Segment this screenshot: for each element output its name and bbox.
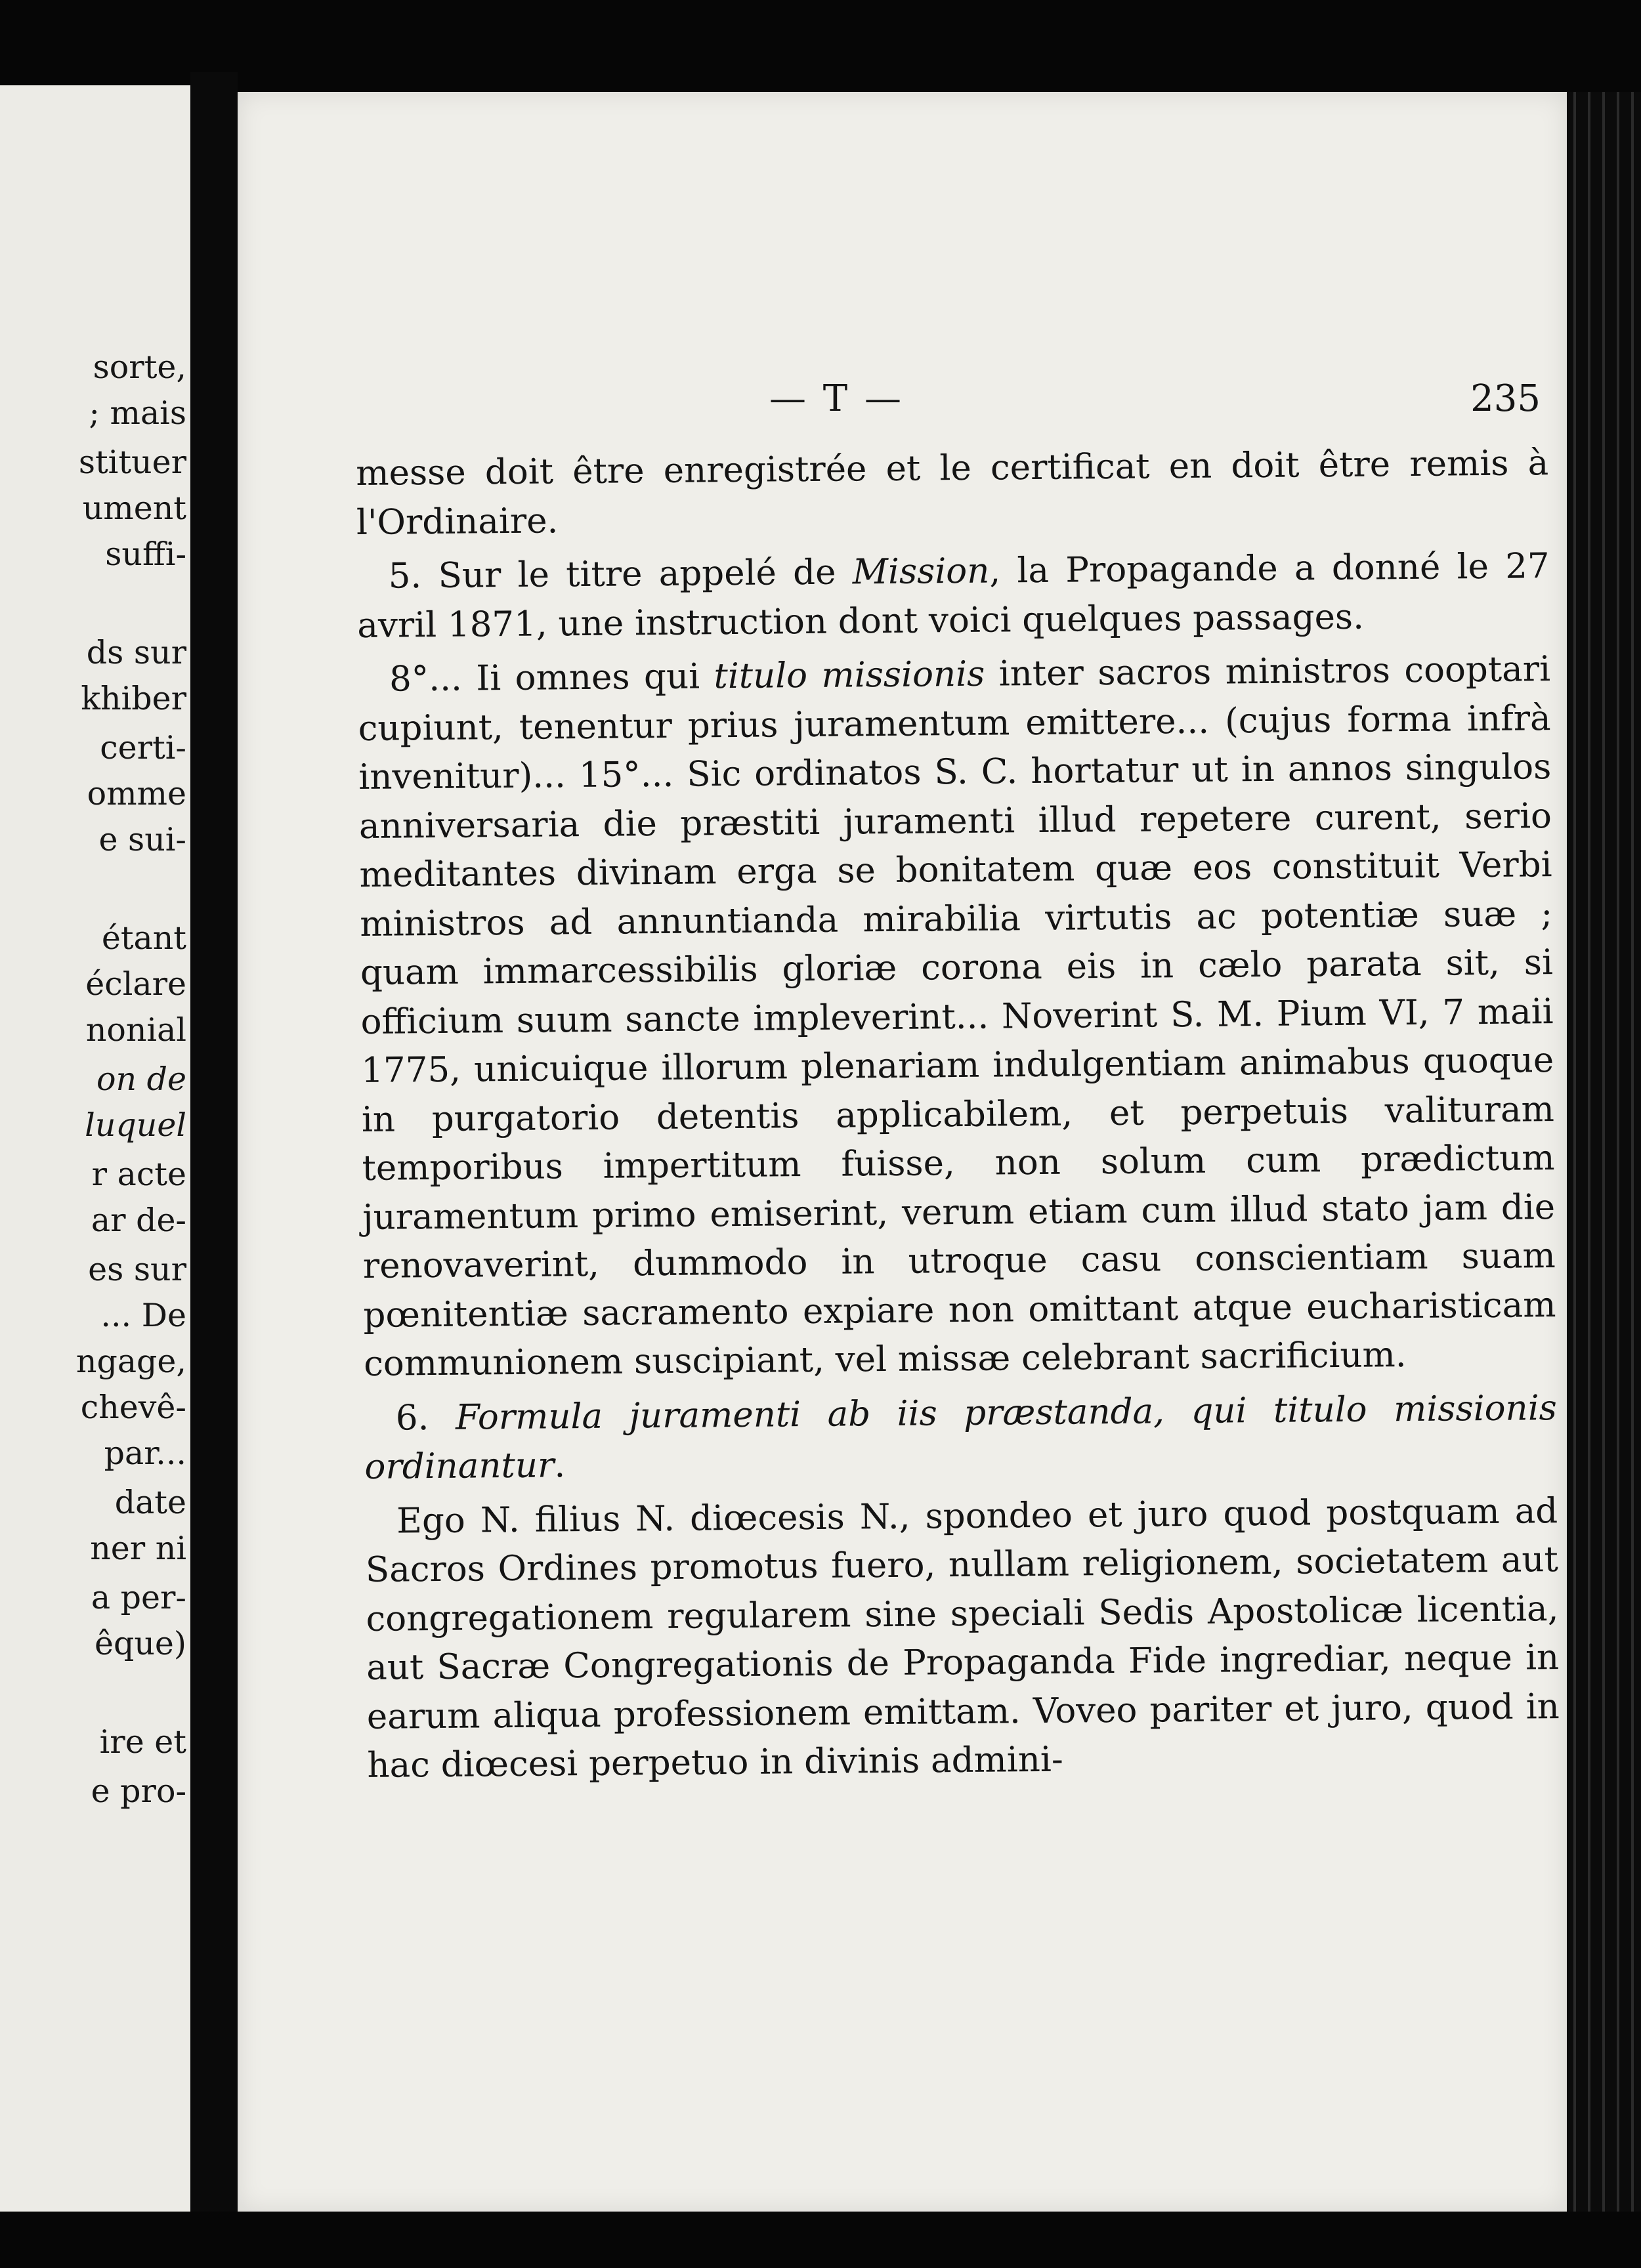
left-page-line: par... xyxy=(104,1435,186,1472)
paragraph-5: Ego N. filius N. diœcesis N., spondeo et juro quod postquam ad Sacros Ordines promotus fuero, nullam religionem, societatem aut congregationem regularem sine speciali Sedis Apostolicæ licentia, aut Sacræ Congregationis de Propaganda Fide ingrediar, neque in earum aliqua professionem emittam. Voveo pariter et juro, quod in hac diœcesi perpetuo in divinis admini- xyxy=(365,1490,1560,1786)
left-page-line: ner ni xyxy=(90,1530,186,1567)
paragraph-4-italic: Formula juramenti ab iis præstanda, qui titulo missionis ordinantur xyxy=(364,1387,1558,1487)
right-page xyxy=(238,92,1567,2212)
left-page-line: ngage, xyxy=(75,1343,186,1380)
paragraph-2-text-end: , la Propagande a donné le 27 avril 1871, une instruction dont voici quelques passages. xyxy=(357,546,1550,646)
left-page-line: a per- xyxy=(91,1579,186,1616)
left-page-line: éclare xyxy=(85,965,186,1003)
paragraph-4-end: . xyxy=(554,1445,566,1486)
paragraph-3-italic: titulo missionis xyxy=(714,654,985,697)
paragraph-2-text: 5. Sur le titre appelé de xyxy=(388,552,853,597)
page-header xyxy=(238,377,1567,423)
left-page-line: date xyxy=(114,1484,186,1521)
left-page-line: e sui- xyxy=(98,821,186,858)
left-page-line: chevê- xyxy=(80,1389,186,1426)
running-head: — T — xyxy=(769,377,904,420)
left-page-line: certi- xyxy=(100,729,186,766)
left-page-line: stituer xyxy=(78,444,186,481)
left-page-line: êque) xyxy=(94,1625,186,1662)
page-number: 235 xyxy=(1470,377,1541,420)
left-page-fragment xyxy=(0,85,190,2212)
page-body xyxy=(356,439,1560,1796)
paragraph-3-text: 8°... Ii omnes qui xyxy=(389,656,714,700)
left-page-line: ; mais xyxy=(89,394,186,432)
left-page-line: es sur xyxy=(88,1251,186,1288)
paragraph-1: messe doit être enregistrée et le certificat en doit être remis à l'Ordinaire. xyxy=(356,443,1549,543)
left-page-line: khiber xyxy=(81,680,186,717)
left-page-line: omme xyxy=(87,775,186,812)
paragraph-4-number: 6. xyxy=(395,1397,456,1438)
left-page-line: ar de- xyxy=(91,1202,186,1239)
page-edge-stack xyxy=(1567,92,1641,2212)
left-page-line: sorte, xyxy=(93,348,186,386)
paragraph-2-italic: Mission xyxy=(852,551,990,593)
left-page-line: étant xyxy=(101,919,186,957)
paragraph-2 xyxy=(356,542,1550,650)
left-page-line: e pro- xyxy=(91,1773,186,1810)
left-page-line: ds sur xyxy=(86,634,186,671)
left-page-line: ... De xyxy=(100,1297,186,1334)
paragraph-3-text-end: inter sacros ministros cooptari cupiunt, tenentur prius juramentum emittere... (cujus forma infrà invenitur)... 15°... Sic ordinatos S. C. hortatur ut in annos singulos anniversaria die præstiti juramenti illud repetere curent, serio meditantes divinam erga se bonitatem quæ eos constituit Verbi ministros ad annuntianda mirabilia virtutis ac potentiæ suæ ; quam immarcessibilis gloriæ corona eis in cælo parata sit, si officium suum sancte impleverint... Noverint S. M. Pium VI, 7 maii 1775, unicuique illorum plenariam indulgentiam animabus quoque in purgatorio detentis applicabilem, et perpetuis valituram temporibus impertitum fuisse, non solum cum prædictum juramentum primo emiserint, verum etiam cum illud stato jam die renovaverint, dummodo in utroque casu conscientiam suam pœnitentiæ sacramento expiare non omittant atque eucharisticam communionem suscipiant, vel missæ celebrant sacrificium. xyxy=(358,649,1556,1384)
left-page-line: r acte xyxy=(91,1156,186,1193)
left-page-line: on de xyxy=(96,1060,186,1098)
book-spine xyxy=(190,72,238,2212)
left-page-line: ire et xyxy=(99,1723,186,1761)
paragraph-3 xyxy=(358,645,1557,1389)
left-page-line: suffi- xyxy=(105,536,186,573)
left-page-line: luquel xyxy=(85,1106,186,1144)
left-page-line: nonial xyxy=(85,1011,186,1049)
left-page-line: ument xyxy=(82,490,186,527)
paragraph-4 xyxy=(364,1384,1558,1492)
